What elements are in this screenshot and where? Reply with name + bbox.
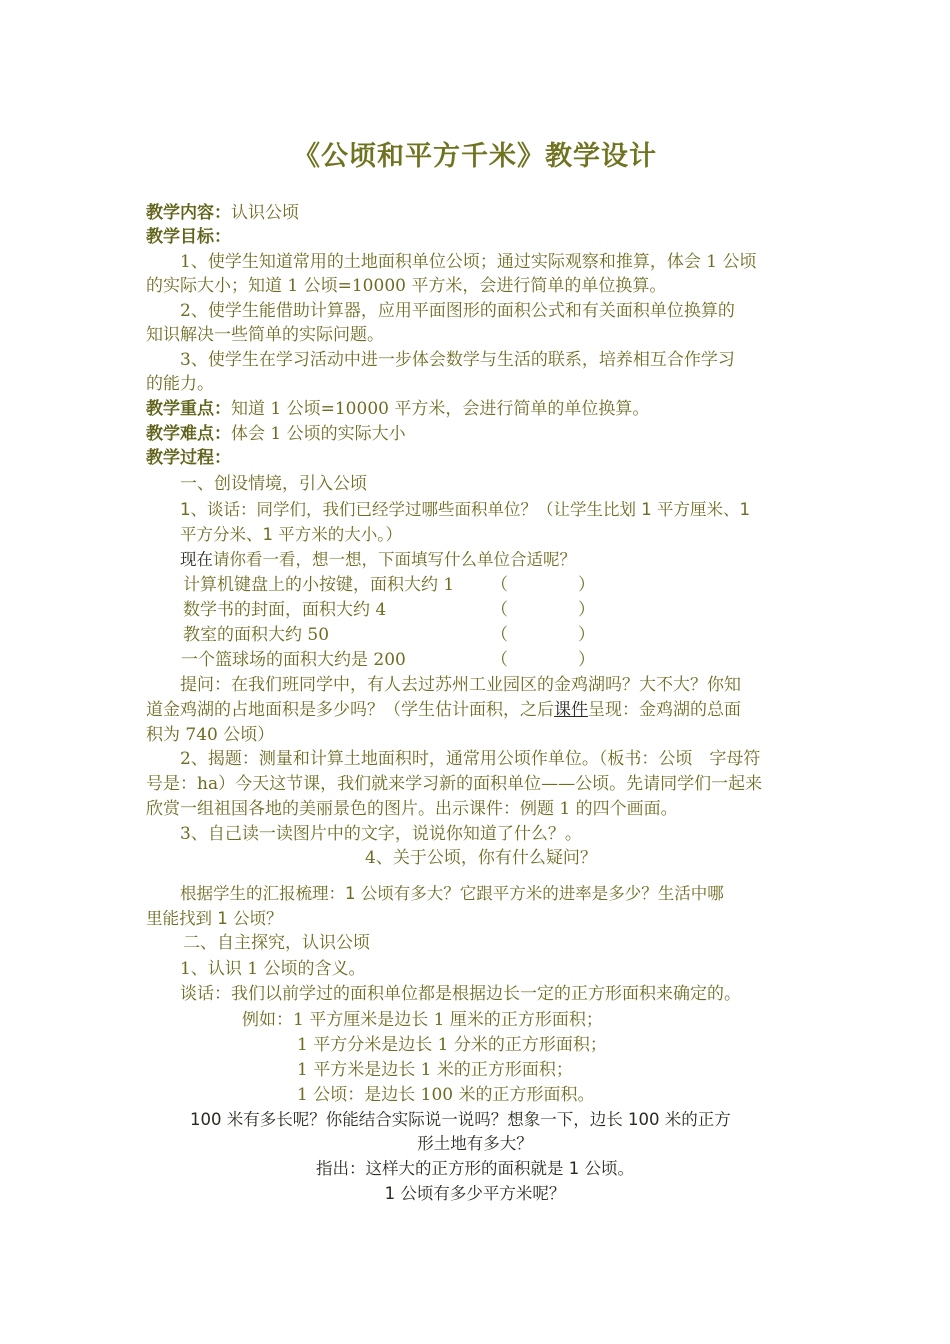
content-line bbox=[146, 201, 299, 226]
ask-line-2-start: 道金鸡湖的占地面积是多少吗？（学生估计面积，之后 bbox=[146, 700, 554, 720]
goal-3-line-2: 的能力。 bbox=[146, 374, 214, 394]
now-line bbox=[180, 547, 576, 572]
key-value: 知道 1 公顷=10000 平方米，会进行简单的单位换算。 bbox=[231, 399, 650, 419]
difficulty-label: 教学难点： bbox=[146, 424, 231, 444]
fill-item-4-right-paren: ） bbox=[578, 650, 595, 670]
how-many-line: 1 公顷有多少平方米呢？ bbox=[384, 1184, 566, 1203]
goal-1-line-1: 1、使学生知道常用的土地面积单位公顷；通过实际观察和推算，体会 1 公顷 bbox=[180, 252, 757, 272]
fill-item-4: 一个篮球场的面积大约是 200 bbox=[181, 650, 406, 670]
example-1: 例如：1 平方厘米是边长 1 厘米的正方形面积； bbox=[242, 1010, 603, 1030]
goal-2-line-1: 2、使学生能借助计算器，应用平面图形的面积公式和有关面积单位换算的 bbox=[180, 301, 735, 321]
reveal-line-2: 号是：ha）今天这节课，我们就来学习新的面积单位——公顷。先请同学们一起来 bbox=[146, 774, 763, 794]
content-value: 认识公顷 bbox=[231, 203, 299, 223]
page-title: 《公顷和平方千米》教学设计 bbox=[293, 141, 657, 172]
example-4: 1 公顷：是边长 100 米的正方形面积。 bbox=[297, 1085, 595, 1105]
section-2-heading: 二、自主探究，认识公顷 bbox=[183, 933, 370, 953]
talk-2-line: 谈话：我们以前学过的面积单位都是根据边长一定的正方形面积来确定的。 bbox=[180, 984, 741, 1004]
example-2: 1 平方分米是边长 1 分米的正方形面积； bbox=[297, 1035, 607, 1055]
fill-item-2: 数学书的封面，面积大约 4 bbox=[183, 600, 387, 620]
read-line: 3、自己读一读图片中的文字，说说你知道了什么？。 bbox=[180, 824, 582, 844]
fill-item-2-right-paren: ） bbox=[578, 600, 595, 620]
key-label: 教学重点： bbox=[146, 399, 231, 419]
summary-line-1: 根据学生的汇报梳理：1 公顷有多大？它跟平方米的进率是多少？生活中哪 bbox=[180, 884, 724, 903]
fill-item-3-right-paren: ） bbox=[578, 625, 595, 645]
ask-line-3: 积为 740 公顷） bbox=[146, 725, 275, 745]
ask-line-2-end: 呈现：金鸡湖的总面 bbox=[588, 700, 741, 720]
goal-1-line-2: 的实际大小；知道 1 公顷=10000 平方米，会进行简单的单位换算。 bbox=[146, 276, 667, 296]
ask-line-1: 提问：在我们班同学中，有人去过苏州工业园区的金鸡湖吗？大不大？你知 bbox=[180, 675, 741, 695]
fill-item-3: 教室的面积大约 50 bbox=[183, 625, 330, 645]
difficulty-line bbox=[146, 422, 406, 447]
summary-line-2: 里能找到 1 公顷？ bbox=[146, 909, 283, 928]
section-1-heading: 一、创设情境，引入公顷 bbox=[180, 474, 367, 494]
fill-item-1: 计算机键盘上的小按键，面积大约 1 bbox=[183, 575, 455, 595]
now-rest: 请你看一看，想一想，下面填写什么单位合适呢？ bbox=[213, 550, 576, 569]
talk-1-line-1: 1、谈话：同学们，我们已经学过哪些面积单位？（让学生比划 1 平方厘米、1 bbox=[180, 500, 750, 519]
now-prefix: 现在 bbox=[180, 550, 213, 569]
fill-item-3-left-paren: （ bbox=[491, 625, 508, 645]
difficulty-value: 体会 1 公顷的实际大小 bbox=[231, 424, 406, 444]
example-3: 1 平方米是边长 1 米的正方形面积； bbox=[297, 1060, 573, 1080]
reveal-line-1: 2、揭题：测量和计算土地面积时，通常用公顷作单位。（板书：公顷 字母符 bbox=[180, 749, 761, 769]
goal-3-line-1: 3、使学生在学习活动中进一步体会数学与生活的联系，培养相互合作学习 bbox=[180, 350, 735, 370]
fill-item-1-right-paren: ） bbox=[578, 575, 595, 595]
question-100-line-2: 形土地有多大？ bbox=[417, 1134, 533, 1153]
fill-item-1-left-paren: （ bbox=[491, 575, 508, 595]
ask-line-2 bbox=[146, 698, 741, 723]
content-label: 教学内容： bbox=[146, 203, 231, 223]
goal-2-line-2: 知识解决一些简单的实际问题。 bbox=[146, 325, 384, 345]
process-label: 教学过程： bbox=[146, 448, 231, 468]
know-line: 1、认识 1 公顷的含义。 bbox=[180, 959, 366, 979]
fill-item-2-left-paren: （ bbox=[491, 600, 508, 620]
courseware-link[interactable]: 课件 bbox=[554, 700, 588, 720]
talk-1-line-2: 平方分米、1 平方米的大小。） bbox=[180, 525, 402, 544]
point-line: 指出：这样大的正方形的面积就是 1 公顷。 bbox=[316, 1159, 634, 1178]
doubt-line: 4、关于公顷，你有什么疑问？ bbox=[365, 848, 597, 868]
question-100-line-1: 100 米有多长呢？你能结合实际说一说吗？想象一下，边长 100 米的正方 bbox=[190, 1110, 731, 1129]
fill-item-4-left-paren: （ bbox=[491, 650, 508, 670]
reveal-line-3: 欣赏一组祖国各地的美丽景色的图片。出示课件：例题 1 的四个画面。 bbox=[146, 799, 678, 819]
goals-label: 教学目标： bbox=[146, 227, 231, 247]
key-line bbox=[146, 397, 649, 422]
